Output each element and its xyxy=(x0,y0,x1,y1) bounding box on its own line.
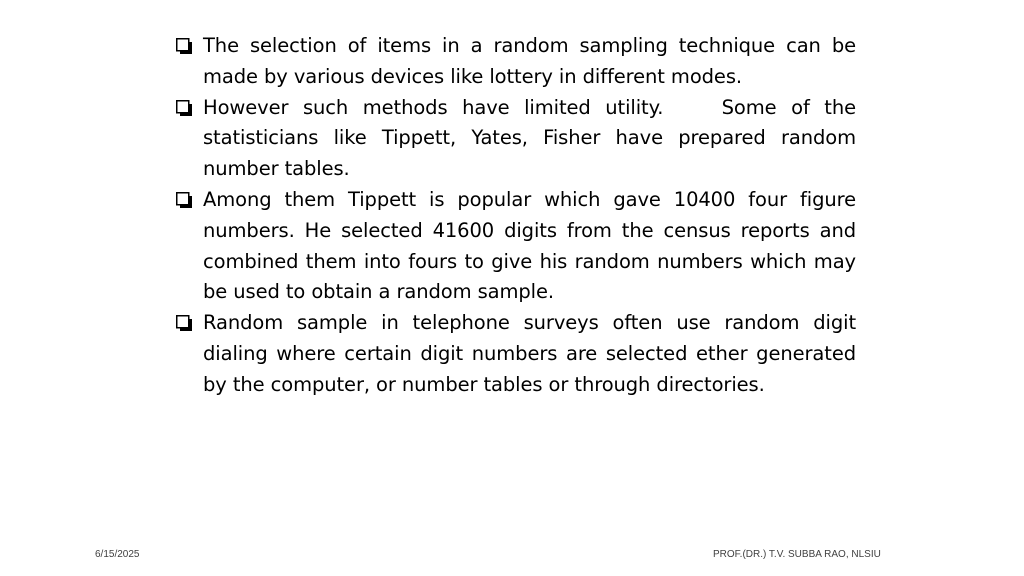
bullet-text: The selection of items in a random sampling technique can be made by various devices like lottery in different modes. xyxy=(203,34,856,88)
bullet-text: However such methods have limited utility. Some of the statisticians like Tippett, Yates, Fisher have prepared random number tables. xyxy=(203,95,863,181)
bullet-text: Among them Tippett is popular which gave 10400 four figure numbers. He selected 41600 digits from the census reports and combined them into fours to give his random numbers which may be used to obtain a random sample. xyxy=(203,187,856,304)
bullet-text: Random sample in telephone surveys often use random digit dialing where certain digit numbers are selected ether generated by the computer, or number tables or through directories. xyxy=(203,311,856,396)
checkbox-bullet-icon xyxy=(176,192,193,209)
bullet-item xyxy=(176,185,856,308)
bullet-item xyxy=(176,31,856,93)
footer-date: 6/15/2025 xyxy=(95,549,140,560)
checkbox-bullet-icon xyxy=(176,38,193,55)
footer-author: PROF.(DR.) T.V. SUBBA RAO, NLSIU xyxy=(713,549,881,560)
slide-body xyxy=(176,31,863,401)
checkbox-bullet-icon xyxy=(176,315,193,332)
bullet-item xyxy=(176,93,863,185)
bullet-item xyxy=(176,308,856,400)
checkbox-bullet-icon xyxy=(176,100,193,117)
